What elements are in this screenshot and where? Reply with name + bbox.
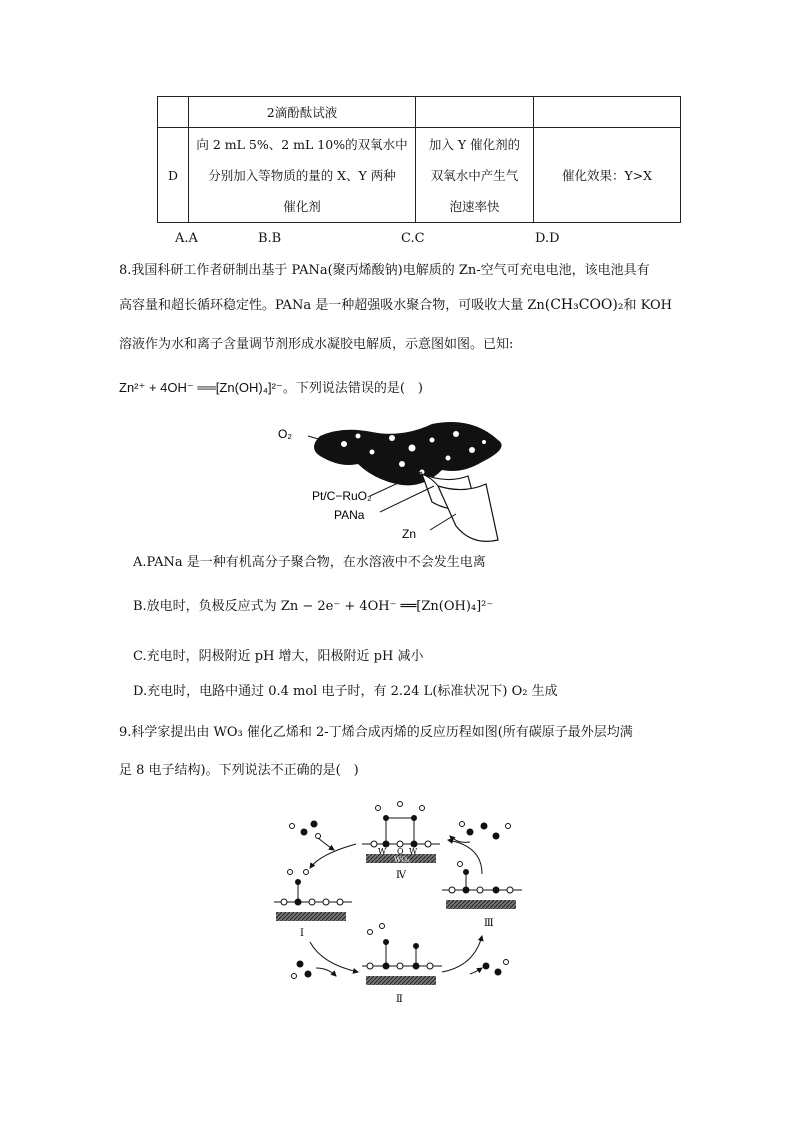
cell-line: 加入 Y 催化剂的 [428,136,521,152]
q8-line4 [119,380,423,397]
option-a[interactable]: A.A [175,231,198,246]
cell-line: 分别加入等物质的量的 X、Y 两种 [208,167,396,183]
table-cell: D [158,128,189,223]
stage-ii [362,924,442,1006]
table-row [158,128,681,223]
cell-line: 泡速率快 [449,198,500,214]
cell-line: 向 2 mL 5%、2 mL 10%的双氧水中 [196,136,408,152]
battery-figure [272,418,522,544]
table-cell: 2滴酚酞试液 [189,97,416,128]
stage-i [274,870,352,940]
o-label: O [397,847,404,856]
stage-ii-label: Ⅱ [396,994,403,1005]
q9-line2: 足 8 电子结构)。下列说法不正确的是( ) [119,763,359,778]
zn-label: Zn [402,527,417,541]
zinc-layer [438,484,498,541]
cathode-layer [314,422,502,485]
table-cell [534,97,681,128]
q8-option-a[interactable]: A.PANa 是一种有机高分子聚合物，在水溶液中不会发生电离 [133,555,486,570]
q8-option-c[interactable]: C.充电时，阴极附近 pH 增大，阳极附近 pH 减小 [133,649,424,664]
q8-option-d[interactable]: D.充电时，电路中通过 0.4 mol 电子时，有 2.24 L(标准状况下) O₂ 生成 [133,684,558,699]
option-b[interactable]: B.B [258,231,282,246]
stage-iv [362,802,440,882]
o2-label: O₂ [278,427,292,441]
table-cell [416,128,534,223]
table-cell [158,97,189,128]
q8-line2 [119,297,672,314]
stage-iii-label: Ⅲ [484,918,494,929]
w-label: W [409,847,418,856]
w-label: W [378,847,387,856]
pana-label: PANa [334,508,365,522]
ptc-label: Pt/C−RuO₂ [312,489,372,503]
q8-question: 。下列说法错误的是( ) [282,381,424,396]
stage-iv-label: Ⅳ [396,870,406,881]
cell-line: 双氧水中产生气 [430,167,519,183]
stage-i-label: Ⅰ [300,928,304,939]
option-d[interactable]: D.D [535,231,560,246]
q7-table [157,96,681,223]
table-cell: 催化效果：Y>X [534,128,681,223]
q9-line1: 9.科学家提出由 WO₃ 催化乙烯和 2-丁烯合成丙烯的反应历程如图(所有碳原子最外层均满 [119,725,633,740]
q8-line3: 溶液作为水和离子含量调节剂形成水凝胶电解质，示意图如图。已知: [119,337,514,352]
q8-line2-tail: 和 KOH [623,298,672,313]
wo3-label: WO₃ [394,856,410,864]
reaction-cycle-figure [270,796,530,1012]
q8-line1: 8.我国科研工作者研制出基于 PANa(聚丙烯酸钠)电解质的 Zn-空气可充电电池，该电池具有 [119,263,650,278]
table-cell [189,128,416,223]
q8-equation: Zn²⁺ + 4OH⁻ ══[Zn(OH)₄]²⁻ [119,380,283,395]
table-cell [416,97,534,128]
option-c[interactable]: C.C [401,231,425,246]
q8-line2-text: 高容量和超长循环稳定性。PANa 是一种超强吸水聚合物，可吸收大量 Zn [119,298,545,313]
table-row [158,97,681,128]
q8-formula: (CH₃COO)₂ [544,297,624,313]
q8-option-b[interactable]: B.放电时，负极反应式为 Zn − 2e⁻ + 4OH⁻ ══[Zn(OH)₄]²⁻ [133,599,494,614]
cell-line: 催化剂 [283,198,321,214]
